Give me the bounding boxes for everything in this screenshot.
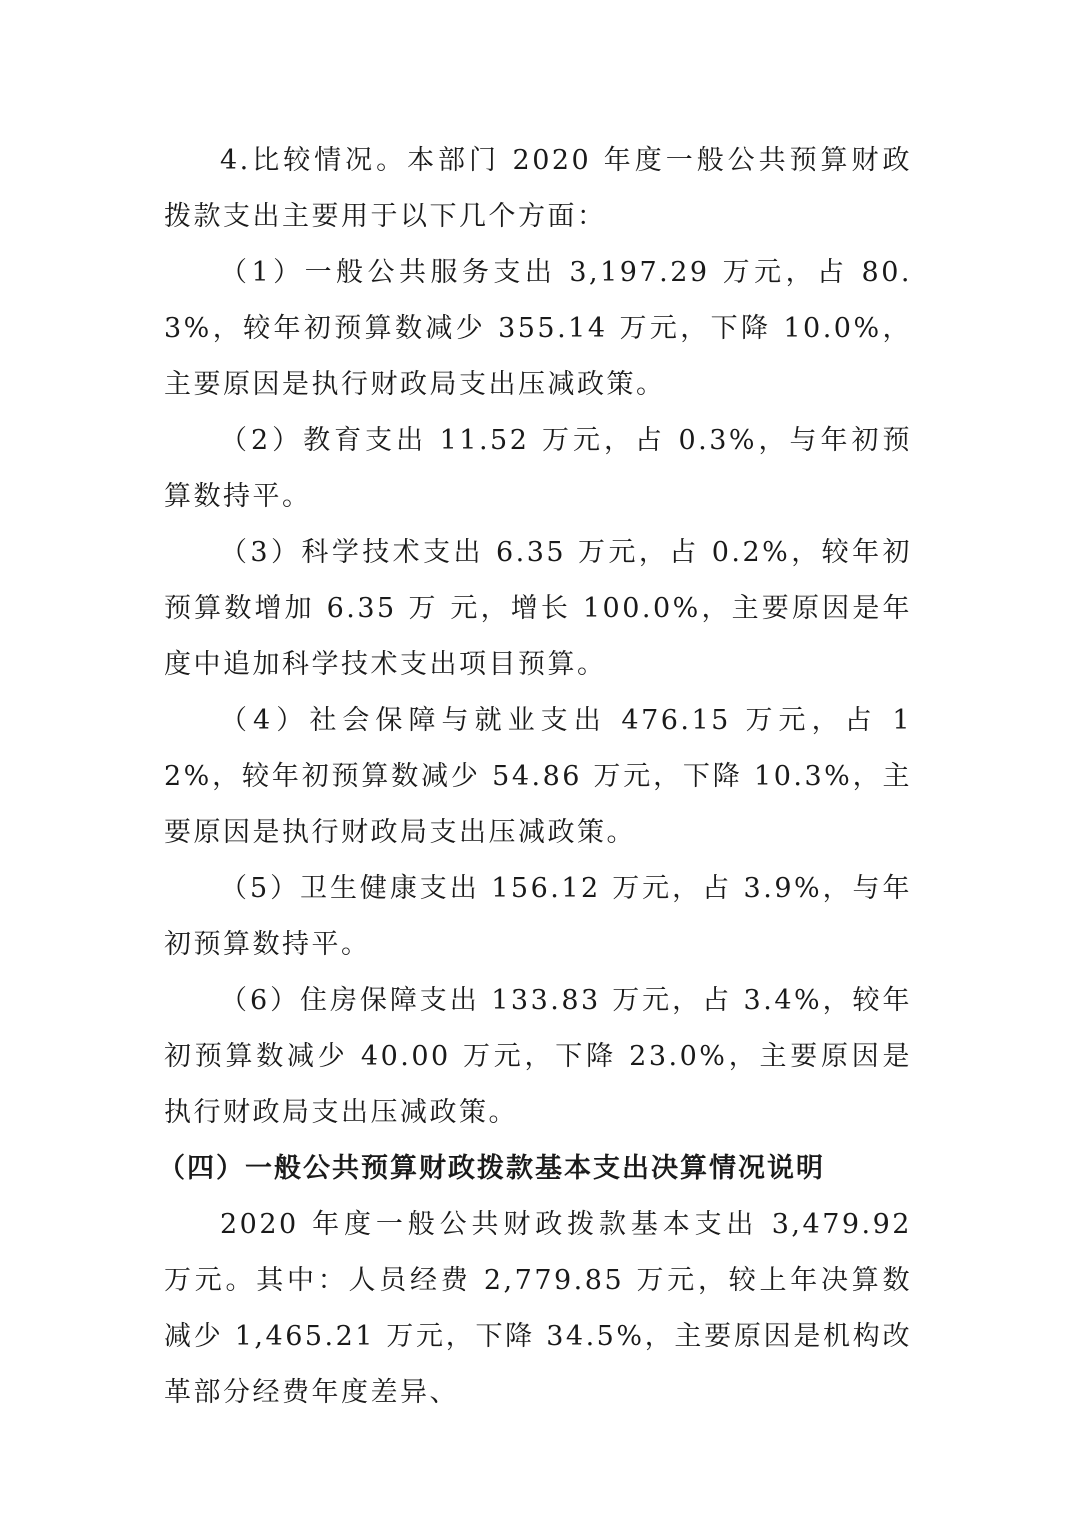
section-heading: （四）一般公共预算财政拨款基本支出决算情况说明 — [158, 1153, 825, 1184]
paragraph-comparison-intro: 4.比较情况。本部门 2020 年度一般公共预算财政拨款支出主要用于以下几个方面： — [164, 145, 912, 232]
paragraph-science-technology: （3）科学技术支出 6.35 万元，占 0.2%，较年初预算数增加 6.35 万 元，增长 100.0%，主要原因是年度中追加科学技术支出项目预算。 — [164, 537, 912, 680]
document-body — [158, 133, 912, 1421]
paragraph-education: （2）教育支出 11.52 万元，占 0.3%，与年初预算数持平。 — [164, 425, 912, 512]
paragraph-basic-expenditure: 2020 年度一般公共财政拨款基本支出 3,479.92 万元。其中：人员经费 2,779.85 万元，较上年决算数减少 1,465.21 万元，下降 34.5%，主要原因是机构改革部分经费年度差异、 — [164, 1209, 912, 1408]
paragraph-health: （5）卫生健康支出 156.12 万元，占 3.9%，与年初预算数持平。 — [164, 873, 912, 960]
paragraph-social-security: （4）社会保障与就业支出 476.15 万元，占 12%，较年初预算数减少 54.86 万元，下降 10.3%，主要原因是执行财政局支出压减政策。 — [164, 705, 912, 848]
paragraph-general-public-services: （1）一般公共服务支出 3,197.29 万元，占 80.3%，较年初预算数减少 355.14 万元，下降 10.0%，主要原因是执行财政局支出压减政策。 — [164, 257, 912, 400]
paragraph-housing: （6）住房保障支出 133.83 万元，占 3.4%，较年初预算数减少 40.00 万元，下降 23.0%，主要原因是执行财政局支出压减政策。 — [164, 985, 912, 1128]
